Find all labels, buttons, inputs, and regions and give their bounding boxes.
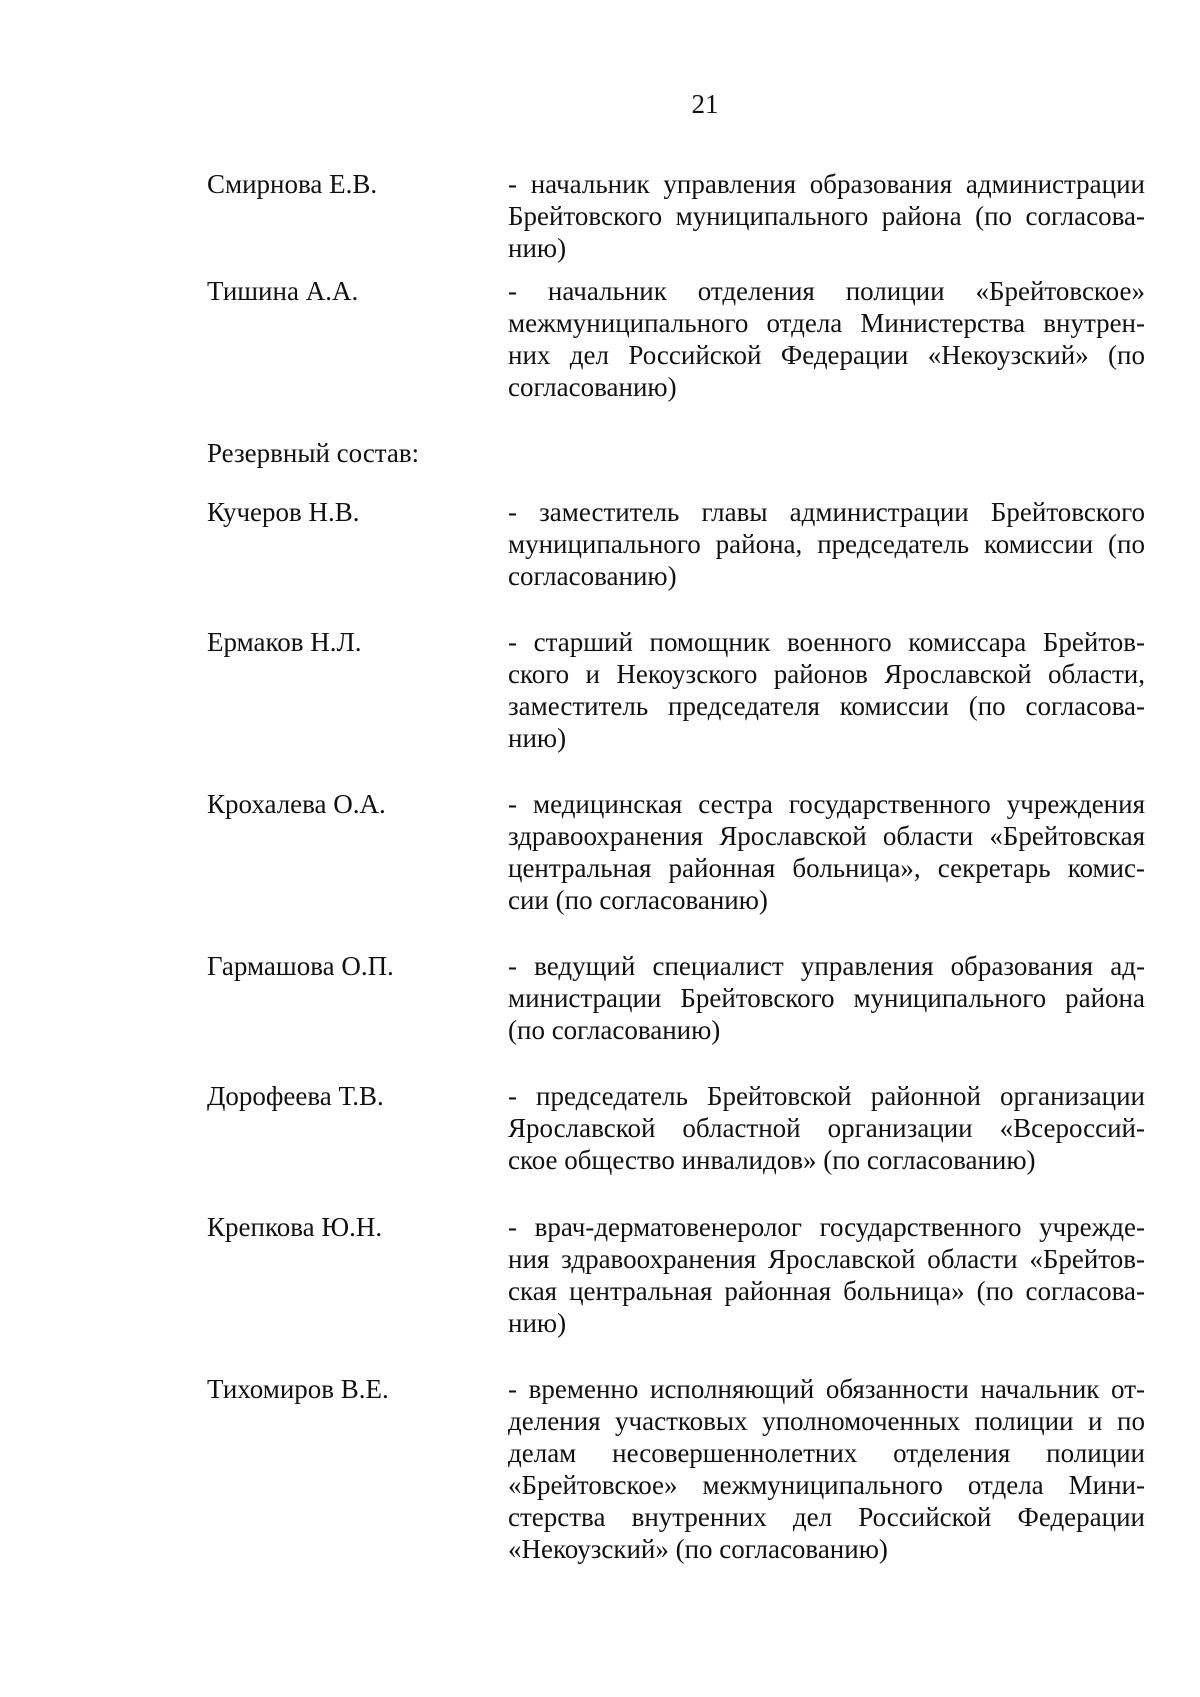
page-number: 21 bbox=[691, 89, 719, 119]
description-line: ское общество инвалидов» (по согласованию) bbox=[508, 1145, 1036, 1175]
description-line: «Брейтовское» межмуниципального отдела Мини- bbox=[508, 1470, 1145, 1500]
member-description bbox=[508, 1373, 1145, 1565]
member-name: Смирнова Е.В. bbox=[207, 169, 378, 199]
description-line: ского и Некоузского районов Ярославской области, bbox=[508, 659, 1145, 689]
member-name: Тихомиров В.Е. bbox=[207, 1374, 389, 1404]
description-line: нию) bbox=[508, 723, 567, 753]
description-line: ская центральная районная больница» (по согласова- bbox=[508, 1276, 1145, 1306]
member-name: Гармашова О.П. bbox=[207, 951, 394, 981]
description-line: нию) bbox=[508, 233, 567, 263]
description-line: ния здравоохранения Ярославской области «Брейтов- bbox=[508, 1244, 1145, 1274]
description-line: - медицинская сестра государственного учреждения bbox=[508, 789, 1145, 819]
member-name: Дорофеева Т.В. bbox=[207, 1081, 384, 1111]
description-line: - председатель Брейтовской районной организации bbox=[508, 1081, 1145, 1111]
description-line: согласованию) bbox=[508, 561, 677, 591]
description-line: делам несовершеннолетних отделения полиции bbox=[508, 1438, 1145, 1468]
description-line: (по согласованию) bbox=[508, 1015, 721, 1045]
member-description bbox=[508, 496, 1145, 592]
description-line: здравоохранения Ярославской области «Брейтовская bbox=[508, 821, 1145, 851]
member-description bbox=[508, 168, 1145, 264]
description-line: министрации Брейтовского муниципального района bbox=[508, 983, 1145, 1013]
description-line: них дел Российской Федерации «Некоузский» (по bbox=[508, 340, 1145, 370]
member-description bbox=[508, 788, 1145, 916]
description-line: - ведущий специалист управления образования ад- bbox=[508, 951, 1145, 981]
description-line: Ярославской областной организации «Всероссий- bbox=[508, 1113, 1145, 1143]
description-line: - врач-дерматовенеролог государственного учрежде- bbox=[508, 1212, 1145, 1242]
description-line: нию) bbox=[508, 1308, 567, 1338]
member-name: Тишина А.А. bbox=[207, 276, 359, 306]
member-description bbox=[508, 950, 1145, 1046]
description-line: муниципального района, председатель комиссии (по bbox=[508, 529, 1145, 559]
reserve-heading: Резервный состав: bbox=[207, 438, 420, 468]
description-line: сии (по согласованию) bbox=[508, 885, 768, 915]
description-line: - заместитель главы администрации Брейтовского bbox=[508, 497, 1145, 527]
description-line: деления участковых уполномоченных полиции и по bbox=[508, 1406, 1145, 1436]
description-line: - начальник отделения полиции «Брейтовское» bbox=[508, 276, 1145, 306]
member-name: Ермаков Н.Л. bbox=[207, 627, 362, 657]
member-name: Крепкова Ю.Н. bbox=[207, 1212, 383, 1242]
description-line: - старший помощник военного комиссара Брейтов- bbox=[508, 627, 1145, 657]
description-line: межмуниципального отдела Министерства внутрен- bbox=[508, 308, 1145, 338]
description-line: заместитель председателя комиссии (по согласова- bbox=[508, 691, 1145, 721]
description-line: согласованию) bbox=[508, 372, 677, 402]
description-line: стерства внутренних дел Российской Федерации bbox=[508, 1502, 1145, 1532]
description-line: - начальник управления образования администрации bbox=[508, 169, 1145, 199]
description-line: «Некоузский» (по согласованию) bbox=[508, 1534, 888, 1564]
member-description bbox=[508, 275, 1145, 403]
member-description bbox=[508, 626, 1145, 754]
member-name: Кучеров Н.В. bbox=[207, 497, 360, 527]
member-name: Крохалева О.А. bbox=[207, 789, 386, 819]
member-description bbox=[508, 1080, 1145, 1176]
description-line: центральная районная больница», секретарь комис- bbox=[508, 853, 1145, 883]
description-line: - временно исполняющий обязанности начальник от- bbox=[508, 1374, 1145, 1404]
description-line: Брейтовского муниципального района (по согласова- bbox=[508, 201, 1145, 231]
member-description bbox=[508, 1211, 1145, 1339]
